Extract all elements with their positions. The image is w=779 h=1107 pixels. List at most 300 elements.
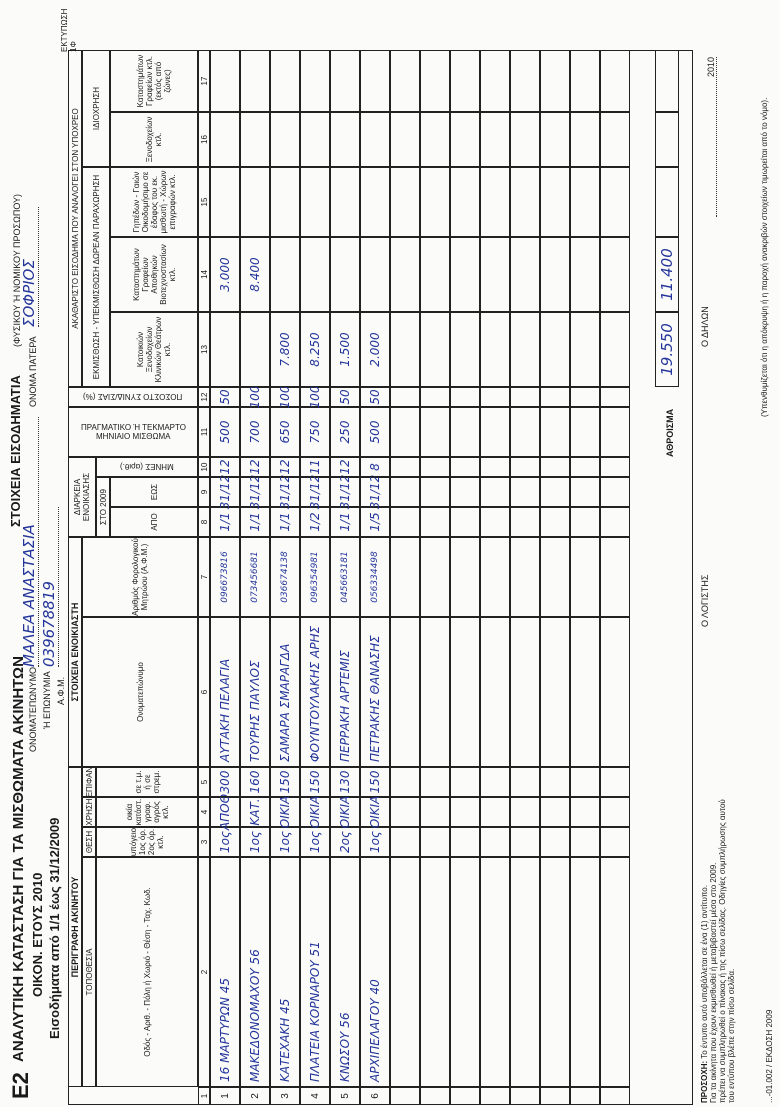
note-2: Για τα ακίνητα που έχουν εκμισθωθεί ή μεταβιβαστεί μέσα στο 2009. bbox=[709, 862, 718, 1103]
blank-cell[interactable] bbox=[420, 477, 450, 507]
blank-cell[interactable] bbox=[450, 312, 480, 387]
row-c13[interactable]: 8.250 bbox=[300, 312, 330, 387]
row-pct[interactable]: 100 bbox=[270, 387, 300, 407]
header-in-2009: ΣΤΟ 2009 bbox=[96, 477, 110, 537]
header-from: ΑΠΟ bbox=[110, 507, 198, 537]
blank-cell[interactable] bbox=[540, 477, 570, 507]
blank-cell[interactable] bbox=[510, 797, 540, 827]
declarant-label: Ο ΔΗΛΩΝ bbox=[700, 306, 710, 347]
blank-cell[interactable] bbox=[390, 407, 420, 457]
blank-cell[interactable] bbox=[450, 857, 480, 1087]
blank-cell[interactable] bbox=[570, 827, 600, 857]
row-empty-cell bbox=[300, 112, 330, 167]
row-months[interactable]: 12 bbox=[240, 457, 270, 477]
row-floor[interactable]: 1ος bbox=[240, 827, 270, 857]
blank-cell[interactable] bbox=[390, 797, 420, 827]
blank-cell[interactable] bbox=[480, 457, 510, 477]
blank-cell[interactable] bbox=[600, 827, 630, 857]
blank-cell[interactable] bbox=[570, 617, 600, 767]
blank-cell[interactable] bbox=[570, 767, 600, 797]
total-c16[interactable] bbox=[655, 112, 679, 167]
blank-cell[interactable] bbox=[390, 507, 420, 537]
blank-cell[interactable] bbox=[450, 237, 480, 312]
blank-cell[interactable] bbox=[540, 537, 570, 617]
afm-value[interactable]: 039678819 bbox=[40, 507, 59, 667]
column-number: 12 bbox=[198, 387, 210, 407]
blank-cell[interactable] bbox=[510, 237, 540, 312]
row-empty-cell bbox=[300, 167, 330, 237]
column-number: 3 bbox=[198, 827, 210, 857]
blank-cell[interactable] bbox=[510, 312, 540, 387]
row-afm[interactable]: 045663181 bbox=[330, 537, 360, 617]
blank-cell[interactable] bbox=[600, 457, 630, 477]
date-line[interactable] bbox=[706, 57, 717, 217]
row-use[interactable]: ΟΙΚΙΑ bbox=[300, 797, 330, 827]
row-tenant[interactable]: ΦΟΥΝΤΟΥΛΑΚΗΣ ΑΡΗΣ bbox=[300, 617, 330, 767]
afm-label: Α.Φ.Μ. bbox=[56, 676, 66, 705]
row-c14[interactable] bbox=[270, 237, 300, 312]
blank-cell[interactable] bbox=[510, 457, 540, 477]
blank-cell[interactable] bbox=[480, 797, 510, 827]
blank-cell[interactable] bbox=[450, 167, 480, 237]
blank-cell[interactable] bbox=[420, 797, 450, 827]
row-months[interactable]: 11 bbox=[300, 457, 330, 477]
blank-cell[interactable] bbox=[390, 457, 420, 477]
row-tenant[interactable]: ΤΟΥΡΗΣ ΠΑΥΛΟΣ bbox=[240, 617, 270, 767]
blank-cell bbox=[450, 1087, 480, 1105]
column-number: 7 bbox=[198, 537, 210, 617]
blank-cell[interactable] bbox=[540, 797, 570, 827]
column-number: 2 bbox=[198, 857, 210, 1087]
blank-cell[interactable] bbox=[420, 237, 450, 312]
blank-cell[interactable] bbox=[420, 112, 450, 167]
column-number: 15 bbox=[198, 167, 210, 237]
blank-cell[interactable] bbox=[420, 857, 450, 1087]
blank-cell[interactable] bbox=[540, 857, 570, 1087]
blank-cell[interactable] bbox=[420, 507, 450, 537]
blank-cell[interactable] bbox=[510, 617, 540, 767]
row-use[interactable]: ΟΙΚΙΑ bbox=[270, 797, 300, 827]
row-rent[interactable]: 750 bbox=[300, 407, 330, 457]
header-tenant-afm: Αριθμός Φορολογικού Μητρώου (Α.Φ.Μ.) bbox=[82, 537, 198, 617]
row-empty-cell bbox=[240, 167, 270, 237]
row-to[interactable]: 31/12 bbox=[210, 477, 240, 507]
row-c13[interactable]: 7.800 bbox=[270, 312, 300, 387]
blank-cell[interactable] bbox=[510, 407, 540, 457]
row-rent[interactable]: 500 bbox=[360, 407, 390, 457]
blank-cell[interactable] bbox=[450, 537, 480, 617]
blank-cell[interactable] bbox=[510, 827, 540, 857]
row-address[interactable]: ΚΝΩΣΟΥ 56 bbox=[330, 857, 360, 1087]
header-address: Οδός - Αριθ. - Πόλη ή Χωριό - Θέση - Ταχ. Κωδ. bbox=[96, 857, 198, 1087]
row-c13[interactable]: 1.500 bbox=[330, 312, 360, 387]
blank-cell[interactable] bbox=[570, 167, 600, 237]
row-months[interactable]: 12 bbox=[210, 457, 240, 477]
form-title: ΑΝΑΛΥΤΙΚΗ ΚΑΤΑΣΤΑΣΗ ΓΙΑ ΤΑ ΜΙΣΘΩΜΑΤΑ ΑΚΙΝΗΤΩΝ bbox=[10, 656, 27, 1062]
blank-cell[interactable] bbox=[570, 407, 600, 457]
blank-cell[interactable] bbox=[390, 767, 420, 797]
blank-cell[interactable] bbox=[420, 827, 450, 857]
header-floor: ΘΕΣΗ bbox=[82, 827, 96, 857]
blank-cell[interactable] bbox=[510, 477, 540, 507]
blank-cell[interactable] bbox=[420, 617, 450, 767]
row-empty-cell bbox=[360, 50, 390, 112]
blank-cell[interactable] bbox=[540, 237, 570, 312]
name-value[interactable]: ΜΑΛΕΑ ΑΝΑΣΤΑΣΙΑ bbox=[20, 417, 39, 667]
blank-cell[interactable] bbox=[450, 407, 480, 457]
column-number: 6 bbox=[198, 617, 210, 767]
blank-cell[interactable] bbox=[570, 457, 600, 477]
row-pct[interactable]: 100 bbox=[300, 387, 330, 407]
blank-cell bbox=[570, 1087, 600, 1105]
column-number: 10 bbox=[198, 457, 210, 477]
row-use[interactable]: ΚΑΤ. bbox=[240, 797, 270, 827]
row-area[interactable]: 160 bbox=[240, 767, 270, 797]
blank-cell[interactable] bbox=[390, 112, 420, 167]
blank-cell[interactable] bbox=[480, 407, 510, 457]
row-area[interactable]: 130 bbox=[330, 767, 360, 797]
blank-cell[interactable] bbox=[540, 827, 570, 857]
blank-cell[interactable] bbox=[390, 237, 420, 312]
blank-cell[interactable] bbox=[600, 477, 630, 507]
header-property: ΠΕΡΙΓΡΑΦΗ ΑΚΙΝΗΤΟΥ bbox=[68, 767, 82, 1087]
blank-cell[interactable] bbox=[450, 112, 480, 167]
blank-cell[interactable] bbox=[480, 112, 510, 167]
row-tenant[interactable]: ΠΕΡΡΑΚΗ ΑΡΤΕΜΙΣ bbox=[330, 617, 360, 767]
row-empty-cell bbox=[360, 112, 390, 167]
blank-cell[interactable] bbox=[450, 507, 480, 537]
blank-cell[interactable] bbox=[390, 617, 420, 767]
blank-cell[interactable] bbox=[570, 50, 600, 112]
blank-cell[interactable] bbox=[480, 537, 510, 617]
row-tenant[interactable]: ΑΥΤΑΚΗ ΠΕΛΑΓΙΑ bbox=[210, 617, 240, 767]
blank-cell[interactable] bbox=[570, 477, 600, 507]
header-c15: Γηπέδων - Γαιών Οικοδομήσιμο σε έδαφος του εκ. μισθωτή - Χώρων επιγραφών κτλ. bbox=[110, 167, 198, 237]
blank-cell bbox=[420, 1087, 450, 1105]
row-rent[interactable]: 700 bbox=[240, 407, 270, 457]
blank-cell[interactable] bbox=[510, 537, 540, 617]
row-pct[interactable]: 50 bbox=[330, 387, 360, 407]
blank-cell[interactable] bbox=[510, 507, 540, 537]
row-c14[interactable]: 3.000 bbox=[210, 237, 240, 312]
column-number: 1 bbox=[198, 1087, 210, 1105]
blank-cell[interactable] bbox=[540, 407, 570, 457]
date-year: 2010 bbox=[706, 57, 716, 78]
form-period: Εισοδήματα από 1/1 έως 31/12/2009 bbox=[47, 817, 62, 1039]
blank-cell[interactable] bbox=[570, 312, 600, 387]
blank-cell[interactable] bbox=[450, 457, 480, 477]
row-months[interactable]: 8 bbox=[360, 457, 390, 477]
row-pct[interactable]: 100 bbox=[240, 387, 270, 407]
blank-cell[interactable] bbox=[540, 312, 570, 387]
blank-cell[interactable] bbox=[600, 407, 630, 457]
column-number: 17 bbox=[198, 50, 210, 112]
row-c14[interactable]: 8.400 bbox=[240, 237, 270, 312]
row-afm[interactable]: 096354981 bbox=[300, 537, 330, 617]
blank-cell[interactable] bbox=[420, 767, 450, 797]
row-use[interactable]: ΟΙΚΙΑ bbox=[360, 797, 390, 827]
row-empty-cell bbox=[210, 167, 240, 237]
row-empty-cell bbox=[270, 167, 300, 237]
blank-cell[interactable] bbox=[600, 617, 630, 767]
blank-cell[interactable] bbox=[570, 507, 600, 537]
blank-cell[interactable] bbox=[600, 112, 630, 167]
column-number: 16 bbox=[198, 112, 210, 167]
blank-cell[interactable] bbox=[480, 387, 510, 407]
row-area[interactable]: 150 bbox=[300, 767, 330, 797]
blank-cell[interactable] bbox=[480, 767, 510, 797]
row-from[interactable]: 1/1 bbox=[210, 507, 240, 537]
header-location: ΤΟΠΟΘΕΣΙΑ bbox=[82, 857, 96, 1087]
column-number: 4 bbox=[198, 797, 210, 827]
row-empty-cell bbox=[240, 112, 270, 167]
row-c13[interactable] bbox=[210, 312, 240, 387]
blank-cell bbox=[480, 1087, 510, 1105]
header-area-desc: σε τ.μ. ή σε στρεμ. bbox=[96, 767, 198, 797]
blank-cell[interactable] bbox=[540, 617, 570, 767]
blank-cell[interactable] bbox=[570, 237, 600, 312]
father-value[interactable]: ΣΟΦΡΙΟΣ bbox=[20, 207, 39, 327]
row-afm[interactable]: 056334498 bbox=[360, 537, 390, 617]
header-percent-text: ΠΟΣΟΣΤΟ ΣΥΝΙΔ/ΣΙΑΣ (%) bbox=[83, 392, 183, 402]
row-rent[interactable]: 500 bbox=[210, 407, 240, 457]
row-to[interactable]: 31/12 bbox=[240, 477, 270, 507]
row-empty-cell bbox=[300, 50, 330, 112]
row-rent[interactable]: 250 bbox=[330, 407, 360, 457]
header-gross: ΑΚΑΘΑΡΙΣΤΟ ΕΙΣΟΔΗΜΑ ΠΟΥ ΑΝΑΛΟΓΕΙ ΣΤΟΝ ΥΠΟΧΡΕΟ bbox=[68, 50, 82, 387]
blank-cell[interactable] bbox=[390, 827, 420, 857]
total-c14[interactable]: 11.400 bbox=[655, 237, 679, 312]
column-number: 8 bbox=[198, 507, 210, 537]
right-subtitle: (ΦΥΣΙΚΟΥ Ή ΝΟΜΙΚΟΥ ΠΡΟΣΩΠΟΥ) bbox=[12, 193, 22, 347]
column-number: 9 bbox=[198, 477, 210, 507]
row-c13[interactable]: 2.000 bbox=[360, 312, 390, 387]
row-empty-cell bbox=[240, 50, 270, 112]
blank-cell[interactable] bbox=[420, 457, 450, 477]
row-address[interactable]: ΜΑΚΕΔΟΝΟΜΑΧΟΥ 56 bbox=[240, 857, 270, 1087]
row-pct[interactable]: 50 bbox=[210, 387, 240, 407]
blank-cell[interactable] bbox=[420, 312, 450, 387]
blank-cell[interactable] bbox=[540, 507, 570, 537]
column-number: 14 bbox=[198, 237, 210, 312]
row-area[interactable]: 150 bbox=[270, 767, 300, 797]
footer-notes bbox=[700, 763, 736, 1103]
blank-cell[interactable] bbox=[510, 387, 540, 407]
blank-cell[interactable] bbox=[480, 167, 510, 237]
blank-cell[interactable] bbox=[480, 477, 510, 507]
blank-cell[interactable] bbox=[540, 50, 570, 112]
header-c13: Κατοικιών Ξενοδοχείων Κλινικών Θεάτρων κτλ. bbox=[110, 312, 198, 387]
blank-cell[interactable] bbox=[570, 112, 600, 167]
blank-cell[interactable] bbox=[420, 407, 450, 457]
blank-cell[interactable] bbox=[450, 477, 480, 507]
blank-cell[interactable] bbox=[600, 857, 630, 1087]
row-months[interactable]: 12 bbox=[330, 457, 360, 477]
row-area[interactable]: 150 bbox=[360, 767, 390, 797]
blank-cell[interactable] bbox=[480, 507, 510, 537]
blank-cell[interactable] bbox=[510, 167, 540, 237]
blank-cell[interactable] bbox=[510, 857, 540, 1087]
row-to[interactable]: 31/12 bbox=[300, 477, 330, 507]
row-address[interactable]: ΑΡΧΙΠΕΛΑΓΟΥ 40 bbox=[360, 857, 390, 1087]
blank-cell[interactable] bbox=[390, 167, 420, 237]
row-floor[interactable]: 1ος bbox=[270, 827, 300, 857]
blank-cell[interactable] bbox=[480, 237, 510, 312]
right-title: ΣΤΟΙΧΕΙΑ ΕΙΣΟΔΗΜΑΤΙΑ bbox=[8, 375, 23, 527]
column-number: 5 bbox=[198, 767, 210, 797]
row-floor[interactable]: 1ος bbox=[360, 827, 390, 857]
blank-cell[interactable] bbox=[570, 537, 600, 617]
header-use: ΧΡΗΣΗ bbox=[82, 797, 96, 827]
blank-cell[interactable] bbox=[480, 857, 510, 1087]
row-c14[interactable] bbox=[330, 237, 360, 312]
row-rent[interactable]: 650 bbox=[270, 407, 300, 457]
row-to[interactable]: 31/12 bbox=[330, 477, 360, 507]
header-tenant: ΣΤΟΙΧΕΙΑ ΕΝΟΙΚΙΑΣΤΗ bbox=[68, 537, 82, 767]
totals-label: ΑΘΡΟΙΣΜΑ bbox=[665, 408, 675, 457]
form-code: Ε2 bbox=[8, 1072, 33, 1099]
note-4: του εντύπου βλέπε στην πίσω σελίδα. bbox=[727, 968, 736, 1103]
blank-cell[interactable] bbox=[540, 387, 570, 407]
row-to[interactable]: 31/12 bbox=[270, 477, 300, 507]
name-label-2: Ή ΕΠΩΝΥΜΙΑ bbox=[42, 671, 52, 729]
side-code: ΕΚΤΥΠΩΣΗ 1Φ bbox=[60, 8, 78, 52]
blank-cell[interactable] bbox=[420, 50, 450, 112]
row-pct[interactable]: 50 bbox=[360, 387, 390, 407]
column-number: 13 bbox=[198, 312, 210, 387]
header-floor-desc: υπόγειο 1ος όρ. 2ος όρ. κτλ. bbox=[96, 827, 198, 857]
row-c13[interactable] bbox=[240, 312, 270, 387]
blank-cell bbox=[540, 1087, 570, 1105]
blank-cell[interactable] bbox=[420, 387, 450, 407]
blank-cell[interactable] bbox=[390, 312, 420, 387]
father-label: ΟΝΟΜΑ ΠΑΤΕΡΑ bbox=[28, 336, 38, 407]
blank-cell[interactable] bbox=[510, 50, 540, 112]
blank-cell[interactable] bbox=[390, 387, 420, 407]
header-months-text: ΜΗΝΕΣ (αριθ.) bbox=[120, 462, 174, 472]
row-floor[interactable]: 1ος bbox=[300, 827, 330, 857]
row-use[interactable]: ΟΙΚΙΑ bbox=[330, 797, 360, 827]
row-tenant[interactable]: ΣΑΜΑΡΑ ΣΜΑΡΑΓΔΑ bbox=[270, 617, 300, 767]
blank-cell[interactable] bbox=[540, 457, 570, 477]
blank-cell[interactable] bbox=[600, 387, 630, 407]
row-use[interactable]: ΑΠΟΘ bbox=[210, 797, 240, 827]
header-area: ΕΠΙΦΑΝ bbox=[82, 767, 96, 797]
header-percent bbox=[68, 387, 198, 407]
header-duration: ΔΙΑΡΚΕΙΑ ΕΝΟΙΚΙΑΣΗΣ bbox=[68, 457, 96, 537]
row-empty-cell bbox=[330, 50, 360, 112]
row-empty-cell bbox=[210, 112, 240, 167]
blank-cell[interactable] bbox=[450, 387, 480, 407]
blank-cell[interactable] bbox=[540, 767, 570, 797]
blank-cell[interactable] bbox=[450, 827, 480, 857]
row-empty-cell bbox=[360, 167, 390, 237]
blank-cell[interactable] bbox=[420, 167, 450, 237]
row-empty-cell bbox=[210, 50, 240, 112]
row-address[interactable]: ΠΛΑΤΕΙΑ ΚΟΡΝΑΡΟΥ 51 bbox=[300, 857, 330, 1087]
blank-cell[interactable] bbox=[450, 617, 480, 767]
header-c17: Καταστημάτων Γραφείων κτλ. (εκτός από ζώνες) bbox=[110, 50, 198, 112]
blank-cell[interactable] bbox=[510, 112, 540, 167]
row-afm[interactable]: 036674138 bbox=[270, 537, 300, 617]
row-n: 5 bbox=[330, 1087, 360, 1105]
blank-cell[interactable] bbox=[600, 237, 630, 312]
row-floor[interactable]: 1ος bbox=[210, 827, 240, 857]
row-c14[interactable] bbox=[300, 237, 330, 312]
blank-cell[interactable] bbox=[600, 167, 630, 237]
form-subtitle: ΟΙΚΟΝ. ΕΤΟΥΣ 2010 bbox=[30, 872, 45, 997]
row-afm[interactable]: 096673816 bbox=[210, 537, 240, 617]
row-to[interactable]: 31/12 bbox=[360, 477, 390, 507]
blank-cell[interactable] bbox=[390, 537, 420, 617]
header-to: ΕΩΣ bbox=[110, 477, 198, 507]
blank-cell[interactable] bbox=[480, 827, 510, 857]
blank-cell[interactable] bbox=[600, 312, 630, 387]
blank-cell[interactable] bbox=[540, 167, 570, 237]
header-c14: Καταστημάτων Γραφείων Αποθηκών Βιοτεχνοστασίων κτλ. bbox=[110, 237, 198, 312]
blank-cell[interactable] bbox=[600, 797, 630, 827]
row-floor[interactable]: 2ος bbox=[330, 827, 360, 857]
blank-cell[interactable] bbox=[600, 50, 630, 112]
blank-cell[interactable] bbox=[570, 797, 600, 827]
row-c14[interactable] bbox=[360, 237, 390, 312]
row-from[interactable]: 1/2 bbox=[300, 507, 330, 537]
blank-cell[interactable] bbox=[570, 857, 600, 1087]
blank-cell[interactable] bbox=[540, 112, 570, 167]
blank-cell[interactable] bbox=[450, 767, 480, 797]
row-from[interactable]: 1/5 bbox=[360, 507, 390, 537]
row-area[interactable]: 300 bbox=[210, 767, 240, 797]
blank-cell[interactable] bbox=[450, 797, 480, 827]
row-from[interactable]: 1/1 bbox=[240, 507, 270, 537]
header-own-use: ΙΔΙΟΧΡΗΣΗ bbox=[82, 50, 110, 167]
row-address[interactable]: ΚΑΤΕΧΑΚΗ 45 bbox=[270, 857, 300, 1087]
row-empty-cell bbox=[270, 50, 300, 112]
header-lease: ΕΚΜΙΣΘΩΣΗ - ΥΠΕΚΜΙΣΘΩΣΗ ΔΩΡΕΑΝ ΠΑΡΑΧΩΡΗΣΗ bbox=[82, 167, 110, 387]
row-address[interactable]: 16 ΜΑΡΤΥΡΩΝ 45 bbox=[210, 857, 240, 1087]
blank-cell[interactable] bbox=[450, 50, 480, 112]
edition-code: ...-01.002 / ΕΚΔΟΣΗ 2009 bbox=[765, 1009, 774, 1103]
blank-cell[interactable] bbox=[390, 50, 420, 112]
blank-cell[interactable] bbox=[390, 477, 420, 507]
row-from[interactable]: 1/1 bbox=[330, 507, 360, 537]
blank-cell[interactable] bbox=[600, 767, 630, 797]
blank-cell[interactable] bbox=[480, 312, 510, 387]
total-c13[interactable]: 19.550 bbox=[655, 312, 679, 387]
name-label: ΟΝΟΜΑΤΕΠΩΝΥΜΟ bbox=[28, 666, 38, 752]
total-c17[interactable] bbox=[655, 50, 679, 112]
blank-cell[interactable] bbox=[480, 50, 510, 112]
blank-cell[interactable] bbox=[390, 857, 420, 1087]
blank-cell[interactable] bbox=[420, 537, 450, 617]
row-afm[interactable]: 073456681 bbox=[240, 537, 270, 617]
header-months bbox=[96, 457, 198, 477]
row-empty-cell bbox=[270, 112, 300, 167]
total-c15[interactable] bbox=[655, 167, 679, 237]
header-rent: ΠΡΑΓΜΑΤΙΚΟ Ή ΤΕΚΜΑΡΤΟ ΜΗΝΙΑΙΟ ΜΙΣΘΩΜΑ bbox=[68, 407, 198, 457]
row-empty-cell bbox=[330, 167, 360, 237]
row-from[interactable]: 1/1 bbox=[270, 507, 300, 537]
blank-cell[interactable] bbox=[600, 537, 630, 617]
blank-cell[interactable] bbox=[480, 617, 510, 767]
footer-warning: (Υπενθυμίζεται ότι η απόκρυψη ή η παροχή ανακριβών στοιχείων τιμωρείται από το νόμο). bbox=[760, 97, 769, 417]
row-tenant[interactable]: ΠΕΤΡΑΚΗΣ ΘΑΝΑΣΗΣ bbox=[360, 617, 390, 767]
row-months[interactable]: 12 bbox=[270, 457, 300, 477]
note-1: Το έντυπο αυτό υποβάλλεται σε ένα (1) αντίτυπο. bbox=[700, 885, 709, 1059]
blank-cell[interactable] bbox=[570, 387, 600, 407]
blank-cell[interactable] bbox=[510, 767, 540, 797]
blank-cell[interactable] bbox=[600, 507, 630, 537]
